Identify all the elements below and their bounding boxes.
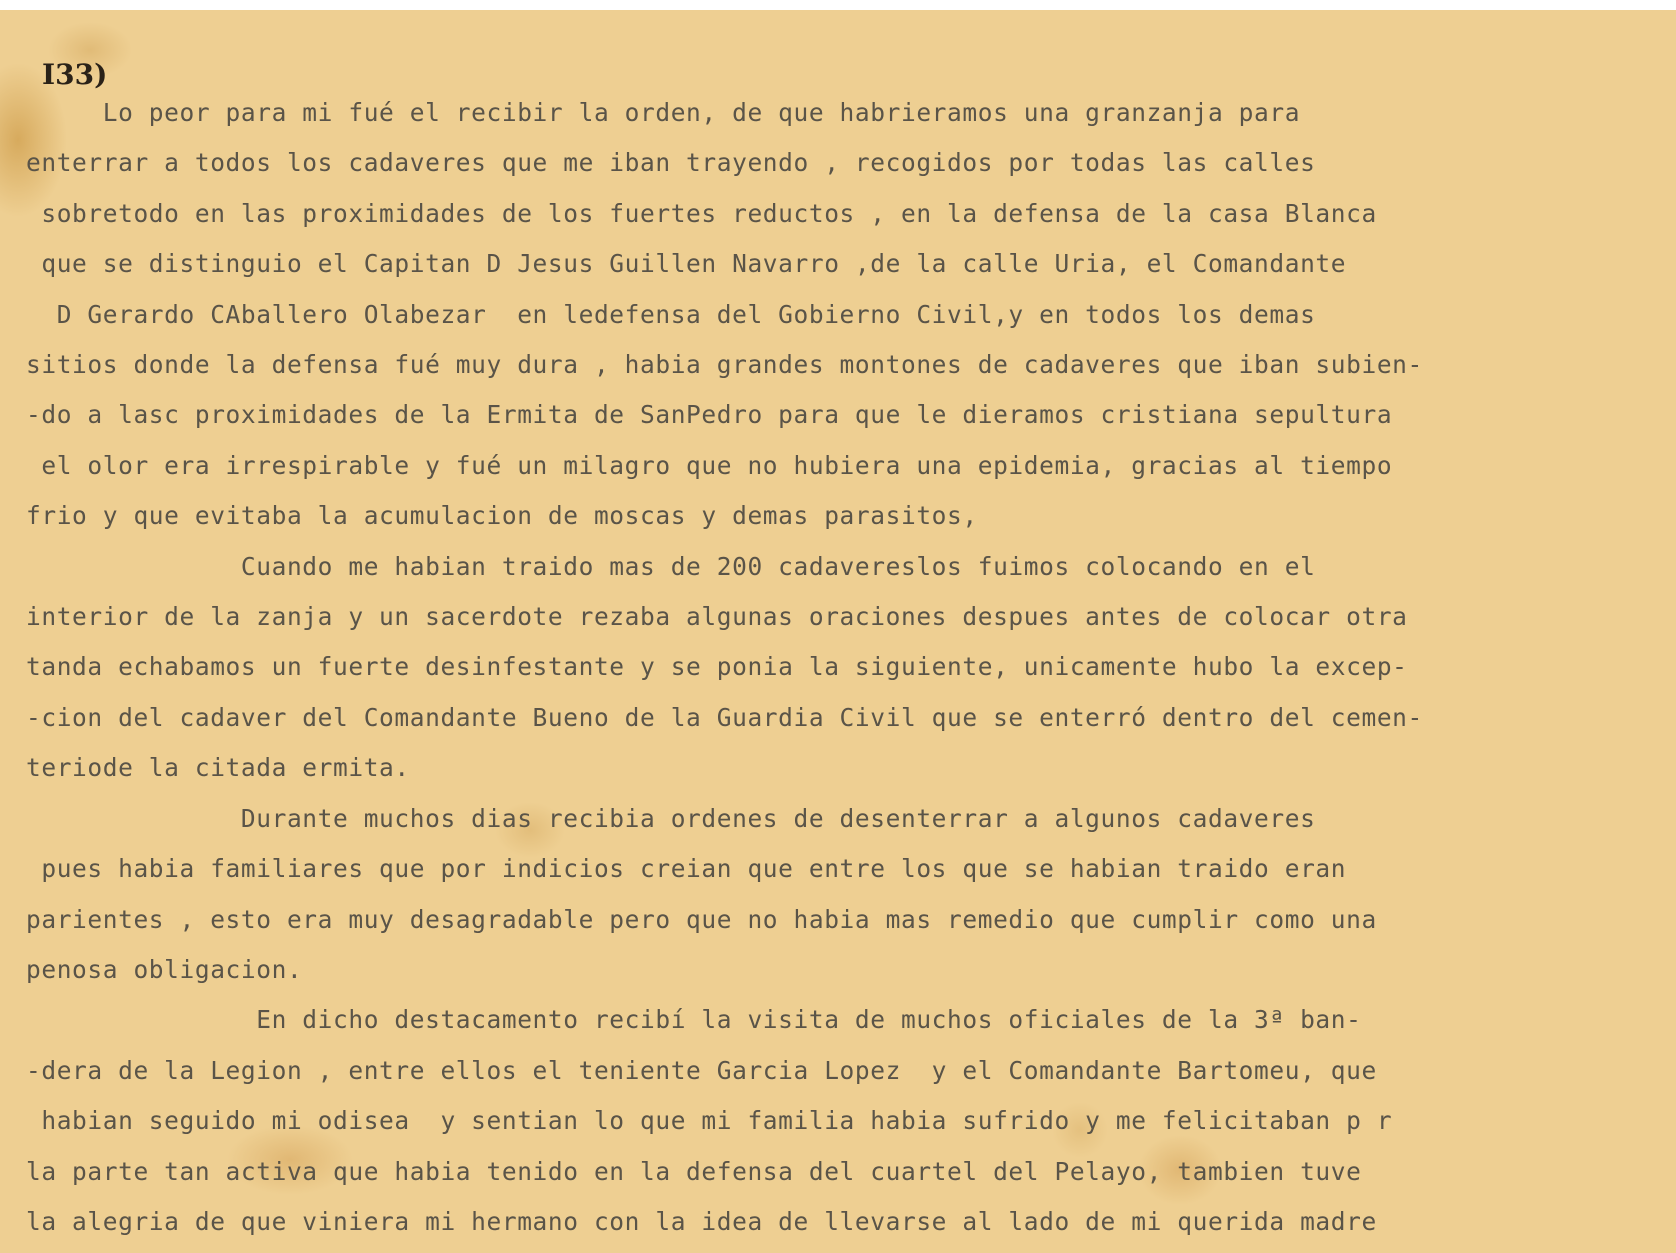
page-number: I33) (42, 58, 108, 91)
text-line: tanda echabamos un fuerte desinfestante y se ponia la siguiente, unicamente hubo la excep- (26, 652, 1408, 682)
text-line: Durante muchos dias recibia ordenes de desenterrar a algunos cadaveres (26, 803, 1316, 833)
text-line: el olor era irrespirable y fué un milagro que no hubiera una epidemia, gracias al tiempo (26, 450, 1393, 480)
text-line: -dera de la Legion , entre ellos el teniente Garcia Lopez y el Comandante Bartomeu, que (26, 1055, 1377, 1085)
text-line: enterrar a todos los cadaveres que me iban trayendo , recogidos por todas las calles (26, 148, 1316, 178)
text-line: -cion del cadaver del Comandante Bueno de la Guardia Civil que se enterró dentro del cemen- (26, 702, 1423, 732)
text-line: sitios donde la defensa fué muy dura , habia grandes montones de cadaveres que iban subien- (26, 350, 1423, 380)
text-line: habian seguido mi odisea y sentian lo que mi familia habia sufrido y me felicitaban p r (26, 1106, 1393, 1136)
text-line: Lo peor para mi fué el recibir la orden, de que habrieramos una granzanja para (26, 98, 1301, 127)
text-line: frio y que evitaba la acumulacion de moscas y demas parasitos, (26, 501, 978, 531)
typewritten-page (0, 10, 1676, 1253)
text-line: D Gerardo CAballero Olabezar en ledefensa del Gobierno Civil,y en todos los demas (26, 299, 1316, 329)
text-line: interior de la zanja y un sacerdote rezaba algunas oraciones despues antes de colocar otra (26, 602, 1408, 632)
text-line: parientes , esto era muy desagradable pero que no habia mas remedio que cumplir como una (26, 904, 1377, 934)
text-line: pues habia familiares que por indicios creian que entre los que se habian traido eran (26, 854, 1347, 884)
text-line: teriode la citada ermita. (26, 753, 410, 783)
text-line: sobretodo en las proximidades de los fuertes reductos , en la defensa de la casa Blanca (26, 198, 1377, 228)
text-line: que se distinguio el Capitan D Jesus Guillen Navarro ,de la calle Uria, el Comandante (26, 249, 1347, 279)
page-body-text (26, 88, 1656, 1247)
text-line: la alegria de que viniera mi hermano con la idea de llevarse al lado de mi querida madre (26, 1206, 1377, 1236)
text-line: penosa obligacion. (26, 954, 303, 984)
text-line: la parte tan activa que habia tenido en la defensa del cuartel del Pelayo, tambien tuve (26, 1156, 1362, 1186)
text-line: En dicho destacamento recibí la visita de muchos oficiales de la 3ª ban- (26, 1005, 1362, 1035)
text-line: -do a lasc proximidades de la Ermita de SanPedro para que le dieramos cristiana sepultura (26, 400, 1393, 430)
text-line: Cuando me habian traido mas de 200 cadavereslos fuimos colocando en el (26, 551, 1316, 581)
